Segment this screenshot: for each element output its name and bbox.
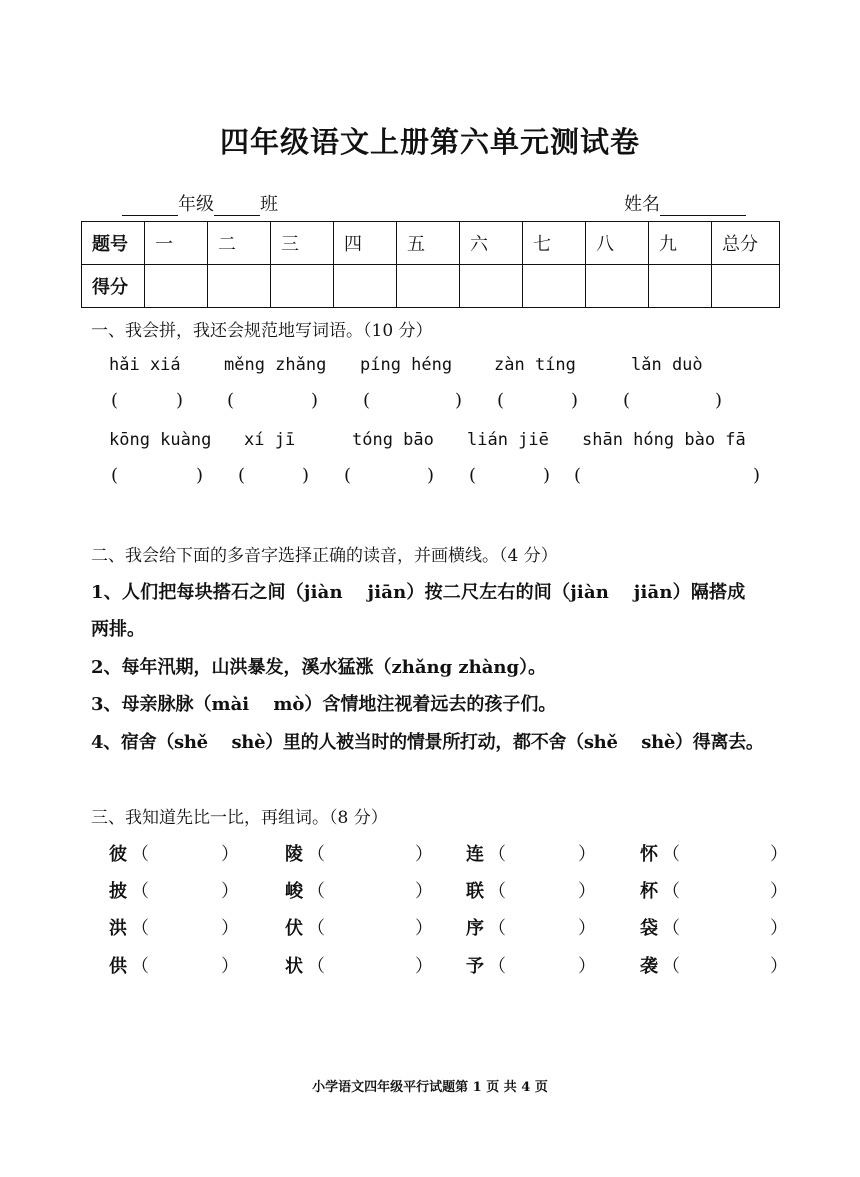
- answer-blank-close: ): [311, 390, 319, 411]
- question-item: 3、母亲脉脉（mài mò）含情地注视着远去的孩子们。: [91, 694, 557, 715]
- word-blank[interactable]: （ ）: [307, 844, 433, 865]
- score-table: [81, 221, 780, 308]
- header-cell: 六: [460, 222, 523, 265]
- answer-blank-open[interactable]: (: [238, 465, 246, 486]
- name-field: [624, 190, 746, 216]
- char-item: 怀: [640, 844, 658, 865]
- header-cell: 三: [271, 222, 334, 265]
- pinyin-word: zàn tíng: [494, 355, 576, 375]
- word-blank[interactable]: （ ）: [307, 918, 433, 939]
- section1-heading: 一、我会拼，我还会规范地写词语。（10 分）: [91, 321, 433, 341]
- grade-label: 年级: [178, 194, 214, 215]
- word-blank[interactable]: （ ）: [131, 918, 239, 939]
- answer-blank-open[interactable]: (: [111, 390, 119, 411]
- word-blank[interactable]: （ ）: [662, 844, 788, 865]
- pinyin-word: xí jī: [244, 430, 296, 450]
- score-cell[interactable]: [271, 265, 334, 308]
- answer-blank-open[interactable]: (: [344, 465, 352, 486]
- pinyin-word: lǎn duò: [631, 355, 703, 375]
- class-label: 班: [260, 194, 278, 215]
- word-blank[interactable]: （ ）: [662, 956, 788, 977]
- pinyin-word: kōng kuàng: [109, 430, 212, 450]
- score-cell[interactable]: [208, 265, 271, 308]
- answer-blank-close: ): [176, 390, 184, 411]
- score-cell[interactable]: [145, 265, 208, 308]
- answer-blank-close: ): [196, 465, 204, 486]
- page-title: 四年级语文上册第六单元测试卷: [219, 125, 640, 159]
- answer-blank-close: ): [455, 390, 463, 411]
- word-blank[interactable]: （ ）: [131, 956, 239, 977]
- question-item: 两排。: [91, 619, 145, 640]
- answer-blank-close: ): [302, 465, 310, 486]
- header-cell: 总分: [712, 222, 780, 265]
- char-item: 陵: [285, 844, 303, 865]
- header-cell: 四: [334, 222, 397, 265]
- answer-blank-open[interactable]: (: [469, 465, 477, 486]
- char-item: 供: [109, 956, 127, 977]
- score-cell[interactable]: [397, 265, 460, 308]
- word-blank[interactable]: （ ）: [488, 881, 596, 902]
- header-cell: 题号: [82, 222, 145, 265]
- char-item: 予: [466, 956, 484, 977]
- answer-blank-open[interactable]: (: [111, 465, 119, 486]
- pinyin-word: píng héng: [360, 355, 453, 375]
- question-item: 4、宿舍（shě shè）里的人被当时的情景所打动，都不舍（shě shè）得离去。: [91, 732, 764, 753]
- score-cell[interactable]: [712, 265, 780, 308]
- header-cell: 九: [649, 222, 712, 265]
- word-blank[interactable]: （ ）: [488, 918, 596, 939]
- header-cell: 二: [208, 222, 271, 265]
- char-item: 洪: [109, 918, 127, 939]
- score-cell[interactable]: [649, 265, 712, 308]
- page-footer: 小学语文四年级平行试题第 1 页 共 4 页: [312, 1080, 548, 1095]
- word-blank[interactable]: （ ）: [131, 844, 239, 865]
- class-blank[interactable]: [214, 197, 260, 216]
- answer-blank-open[interactable]: (: [623, 390, 631, 411]
- section2-heading: 二、我会给下面的多音字选择正确的读音，并画横线。（4 分）: [91, 546, 558, 566]
- word-blank[interactable]: （ ）: [662, 918, 788, 939]
- char-item: 连: [466, 844, 484, 865]
- pinyin-word: lián jiē: [467, 430, 549, 450]
- score-cell[interactable]: [523, 265, 586, 308]
- answer-blank-open[interactable]: (: [497, 390, 505, 411]
- word-blank[interactable]: （ ）: [488, 844, 596, 865]
- char-item: 彼: [109, 844, 127, 865]
- answer-blank-open[interactable]: (: [363, 390, 371, 411]
- question-item: 2、每年汛期，山洪暴发，溪水猛涨（zhǎng zhàng）。: [91, 657, 547, 678]
- pinyin-word: tóng bāo: [352, 430, 434, 450]
- score-table-score-row: [82, 265, 780, 308]
- header-cell: 一: [145, 222, 208, 265]
- char-item: 袭: [640, 956, 658, 977]
- answer-blank-close: ): [427, 465, 435, 486]
- header-cell: 八: [586, 222, 649, 265]
- char-item: 联: [466, 881, 484, 902]
- score-table-header-row: [82, 222, 780, 265]
- score-cell[interactable]: [460, 265, 523, 308]
- char-item: 杯: [640, 881, 658, 902]
- word-blank[interactable]: （ ）: [131, 881, 239, 902]
- answer-blank-close: ): [543, 465, 551, 486]
- grade-blank[interactable]: [122, 197, 178, 216]
- char-item: 披: [109, 881, 127, 902]
- header-cell: 七: [523, 222, 586, 265]
- answer-blank-open[interactable]: (: [574, 465, 582, 486]
- answer-blank-open[interactable]: (: [227, 390, 235, 411]
- name-label: 姓名: [624, 194, 660, 215]
- grade-class-field: [122, 190, 278, 216]
- question-item: 1、人们把每块搭石之间（jiàn jiān）按二尺左右的间（jiàn jiān）隔搭成: [91, 582, 746, 603]
- answer-blank-close: ): [715, 390, 723, 411]
- name-blank[interactable]: [660, 197, 746, 216]
- word-blank[interactable]: （ ）: [307, 881, 433, 902]
- header-cell: 五: [397, 222, 460, 265]
- char-item: 袋: [640, 918, 658, 939]
- char-item: 伏: [285, 918, 303, 939]
- char-item: 状: [285, 956, 303, 977]
- pinyin-word: hǎi xiá: [109, 355, 181, 375]
- score-cell[interactable]: [586, 265, 649, 308]
- answer-blank-close: ): [753, 465, 761, 486]
- score-row-label: 得分: [82, 265, 145, 308]
- pinyin-word: měng zhǎng: [224, 355, 327, 375]
- char-item: 序: [466, 918, 484, 939]
- word-blank[interactable]: （ ）: [307, 956, 433, 977]
- word-blank[interactable]: （ ）: [662, 881, 788, 902]
- answer-blank-close: ): [571, 390, 579, 411]
- score-cell[interactable]: [334, 265, 397, 308]
- word-blank[interactable]: （ ）: [488, 956, 596, 977]
- pinyin-word: shān hóng bào fā: [582, 430, 746, 450]
- char-item: 峻: [285, 881, 303, 902]
- section3-heading: 三、我知道先比一比，再组词。（8 分）: [91, 808, 388, 828]
